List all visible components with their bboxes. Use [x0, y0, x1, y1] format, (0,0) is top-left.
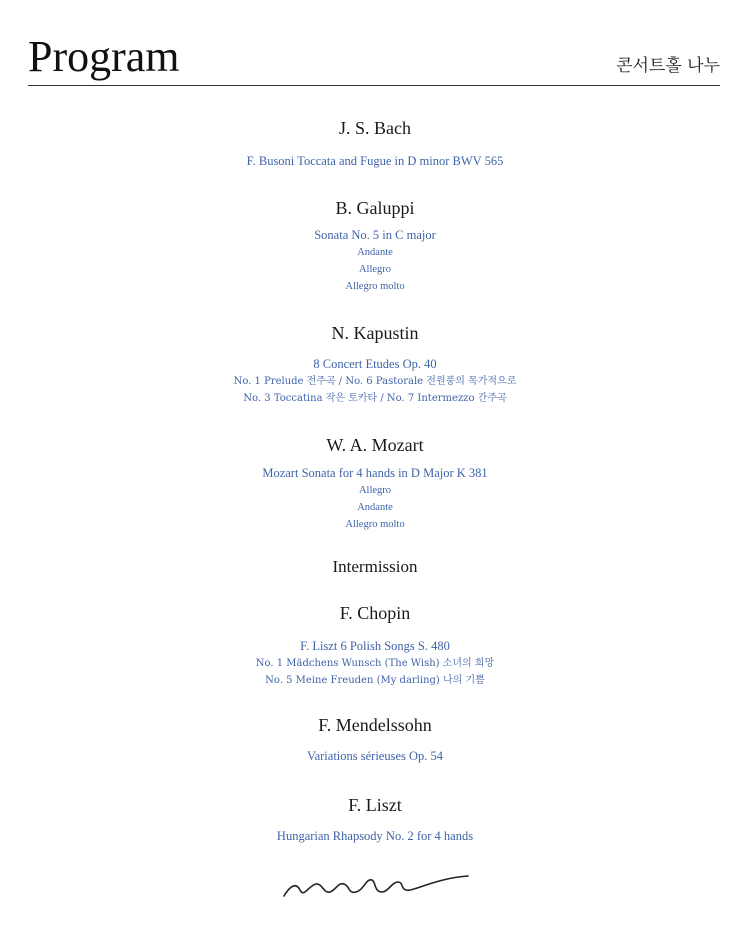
- movement: Andante: [357, 247, 393, 258]
- movement: Andante: [357, 502, 393, 513]
- movement: No. 1 Prelude 전주곡 / No. 6 Pastorale 전원풍의 목가적으로: [233, 376, 517, 387]
- movement: Allegro: [358, 264, 392, 275]
- program-entry-kapustin: [0, 322, 750, 407]
- composer-name: F. Mendelssohn: [318, 715, 432, 735]
- program-entry-mozart: [0, 434, 750, 533]
- work-title: Hungarian Rhapsody No. 2 for 4 hands: [276, 829, 474, 843]
- composer-name: J. S. Bach: [339, 118, 411, 138]
- page-title: Program: [28, 32, 180, 81]
- movement: No. 3 Toccatina 작은 토카타 / No. 7 Intermezzo 간주곡: [243, 393, 507, 404]
- program-entry-galuppi: [0, 197, 750, 295]
- work-title: F. Liszt 6 Polish Songs S. 480: [300, 639, 450, 653]
- movement: Allegro: [358, 485, 392, 496]
- program-entry-liszt: [0, 794, 750, 845]
- work-title: Variations sérieuses Op. 54: [306, 749, 444, 763]
- venue-name: 콘서트홀 나누: [616, 56, 720, 76]
- signature-icon: [280, 868, 472, 904]
- program-entry-mendelssohn: [0, 714, 750, 765]
- intermission-label: Intermission: [332, 557, 418, 576]
- work-title: Sonata No. 5 in C major: [314, 228, 436, 242]
- work-title: F. Busoni Toccata and Fugue in D minor BWV 565: [246, 154, 504, 168]
- composer-name: N. Kapustin: [331, 323, 419, 343]
- composer-name: F. Chopin: [339, 603, 411, 623]
- page-header: [28, 28, 720, 86]
- composer-name: W. A. Mozart: [326, 435, 424, 455]
- work-title: 8 Concert Etudes Op. 40: [313, 357, 437, 371]
- movement: Allegro molto: [345, 519, 405, 530]
- program-entry-bach: [0, 117, 750, 170]
- program-entry-intermission: [0, 556, 750, 578]
- movement: No. 1 Mädchens Wunsch (The Wish) 소녀의 희망: [255, 658, 495, 669]
- work-title: Mozart Sonata for 4 hands in D Major K 381: [262, 466, 488, 480]
- movement: Allegro molto: [345, 281, 405, 292]
- composer-name: F. Liszt: [348, 795, 402, 815]
- composer-name: B. Galuppi: [335, 198, 415, 218]
- movement: No. 5 Meine Freuden (My darling) 나의 기쁨: [265, 675, 485, 686]
- program-entry-chopin: [0, 602, 750, 689]
